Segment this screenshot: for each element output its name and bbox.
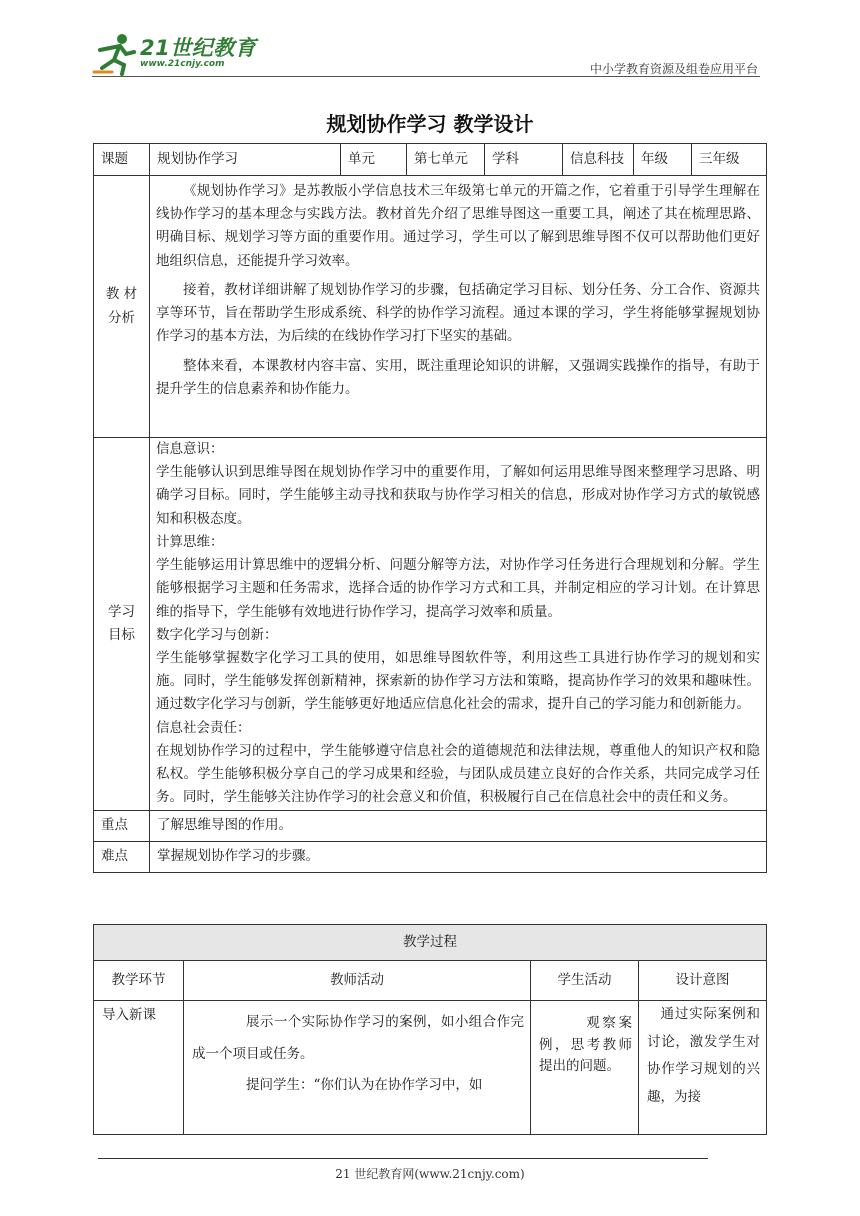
key-point-label: 重点	[94, 810, 150, 841]
teaching-process-table	[93, 924, 767, 1135]
info-row	[94, 144, 767, 176]
goal-text: 学生能够运用计算思维中的逻辑分析、问题分解等方法，对协作学习任务进行合理规划和分解。学生能够根据学习主题和任务需求，选择合适的协作学习方式和工具，并制定相应的学习计划。在计算思维的指导下，学生能够有效地进行协作学习，提高学习效率和质量。	[156, 557, 760, 620]
analysis-row	[94, 176, 767, 438]
goal-heading: 计算思维：	[156, 533, 224, 550]
page-header	[92, 30, 760, 78]
unit-label: 单元	[341, 144, 407, 176]
footer-divider	[98, 1158, 708, 1159]
logo-url: www.21cnjy.com	[140, 59, 225, 69]
intent-cell	[639, 1001, 767, 1135]
unit-value: 第七单元	[407, 144, 485, 176]
analysis-content	[150, 176, 767, 438]
goal-text: 学生能够认识到思维导图在规划协作学习中的重要作用，了解如何运用思维导图来整理学习思路、明确学习目标。同时，学生能够主动寻找和获取与协作学习相关的信息，形成对协作学习方式的敏锐感知和积极态度。	[156, 464, 760, 527]
column-intent: 设计意图	[639, 961, 767, 1001]
header-divider	[92, 76, 760, 77]
process-columns-row	[94, 961, 767, 1001]
key-point-row	[94, 810, 767, 841]
process-heading-row	[94, 925, 767, 961]
topic-value: 规划协作学习	[150, 144, 341, 176]
column-stage: 教学环节	[94, 961, 184, 1001]
footer-text: 21 世纪教育网(www.21cnjy.com)	[335, 1167, 525, 1181]
teacher-activity: 展示一个实际协作学习的案例，如小组合作完成一个项目或任务。	[192, 1014, 524, 1062]
analysis-paragraph: 接着，教材详细讲解了规划协作学习的步骤，包括确定学习目标、划分任务、分工合作、资源共享等环节，旨在帮助学生形成系统、科学的协作学习流程。通过本课的学习，学生将能够掌握规划协作学习的基本方法，为后续的在线协作学习打下坚实的基础。	[156, 281, 760, 345]
difficulty-text: 掌握规划协作学习的步骤。	[150, 841, 767, 872]
student-cell	[531, 1001, 639, 1135]
teacher-cell	[184, 1001, 531, 1135]
column-teacher: 教师活动	[184, 961, 531, 1001]
grade-value: 三年级	[692, 144, 767, 176]
goals-row	[94, 438, 767, 811]
goal-heading: 信息意识：	[156, 441, 224, 457]
lesson-info-table	[93, 143, 767, 873]
goal-text: 在规划协作学习的过程中，学生能够遵守信息社会的道德规范和法律法规，尊重他人的知识产权和隐私权。学生能够积极分享自己的学习成果和经验，与团队成员建立良好的合作关系，共同完成学习任务。同时，学生能够关注协作学习的社会意义和价值，积极履行自己在信息社会中的责任和义务。	[156, 742, 760, 806]
goal-heading: 数字化学习与创新：	[156, 626, 278, 643]
difficulty-row	[94, 841, 767, 872]
column-student: 学生活动	[531, 961, 639, 1001]
analysis-paragraph: 《规划协作学习》是苏教版小学信息技术三年级第七单元的开篇之作，它着重于引导学生理解在线协作学习的基本理念与实践方法。教材首先介绍了思维导图这一重要工具，阐述了其在梳理思路、明确目标、规划学习等方面的重要作用。通过学习，学生可以了解到思维导图不仅可以帮助他们更好地组织信息，还能提升学习效率。	[156, 183, 760, 269]
stage-cell: 导入新课	[94, 1001, 184, 1135]
key-point-text: 了解思维导图的作用。	[150, 810, 767, 841]
logo-text: 21世纪教育	[140, 36, 257, 60]
platform-name: 中小学教育资源及组卷应用平台	[589, 62, 758, 76]
analysis-paragraph: 整体来看，本课教材内容丰富、实用，既注重理论知识的讲解，又强调实践操作的指导，有助于提升学生的信息素养和协作能力。	[156, 357, 760, 397]
design-intent: 通过实际案例和讨论，激发学生对协作学习规划的兴趣，为接	[647, 1006, 760, 1106]
teacher-activity: 提问学生：“你们认为在协作学习中，如	[246, 1077, 483, 1094]
student-activity: 观察案例，思考教师提出的问题。	[539, 1015, 632, 1075]
analysis-label: 教 材 分析	[94, 176, 150, 438]
document-title: 规划协作学习 教学设计	[326, 112, 534, 136]
process-row	[94, 1001, 767, 1135]
goals-content	[150, 438, 767, 811]
goal-text: 学生能够掌握数字化学习工具的使用，如思维导图软件等，利用这些工具进行协作学习的规划和实施。同时，学生能够发挥创新精神，探索新的协作学习方法和策略，提高协作学习的效果和趣味性。通过数字化学习与创新，学生能够更好地适应信息化社会的需求，提升自己的学习能力和创新能力。	[156, 649, 760, 713]
site-logo	[92, 32, 262, 76]
runner-logo-icon	[92, 32, 138, 76]
goals-label: 学习 目标	[94, 438, 150, 811]
goal-heading: 信息社会责任：	[156, 719, 251, 736]
process-heading: 教学过程	[94, 925, 767, 961]
topic-label: 课题	[94, 144, 150, 176]
subject-value: 信息科技	[563, 144, 634, 176]
subject-label: 学科	[485, 144, 563, 176]
difficulty-label: 难点	[94, 841, 150, 872]
grade-label: 年级	[634, 144, 692, 176]
